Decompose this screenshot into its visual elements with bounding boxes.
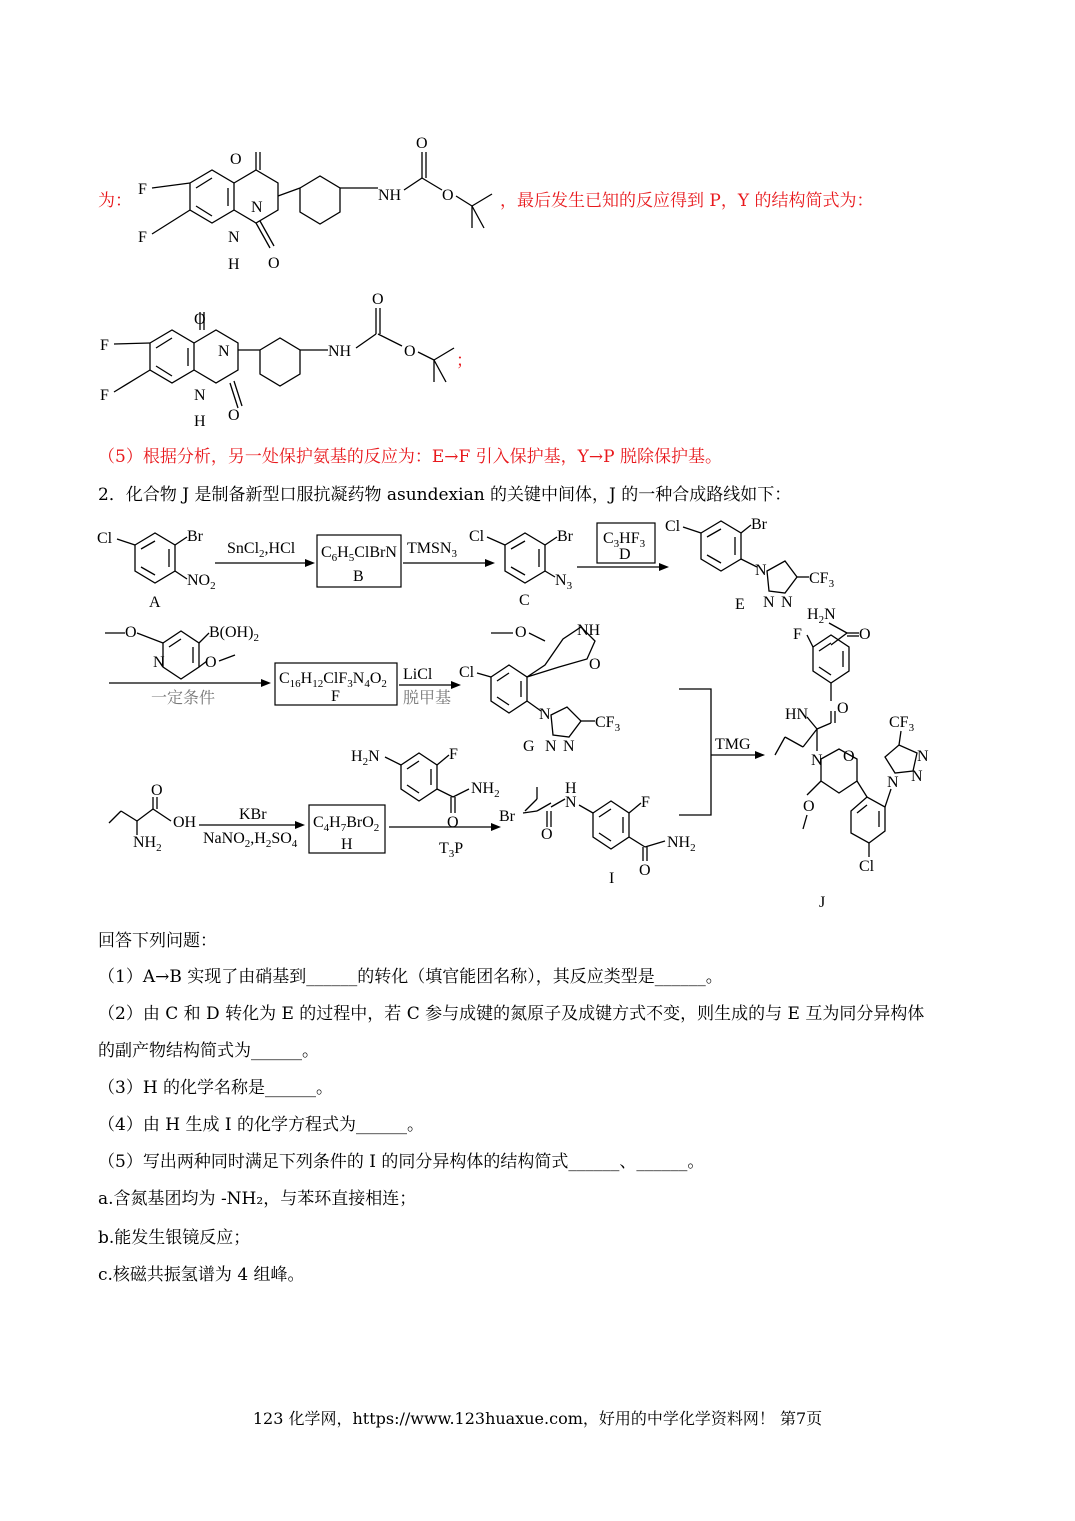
label-O: O	[803, 798, 815, 815]
label-NH: NH	[577, 622, 601, 639]
label-N: N	[153, 654, 165, 671]
reagent-condition: 一定条件	[151, 690, 216, 707]
question-1: （1）A→B 实现了由硝基到______的转化（填官能团名称），其反应类型是______。	[98, 967, 723, 987]
label-N: N	[781, 594, 793, 611]
label-Cl: Cl	[469, 528, 485, 545]
label-HN: HN	[785, 706, 809, 723]
label-H: H	[341, 836, 353, 853]
problem-intro: 2．化合物 J 是制备新型口服抗凝药物 asundexian 的关键中间体，J 的一种合成路线如下：	[98, 485, 792, 505]
label-O: O	[230, 151, 242, 168]
label-N: N	[251, 199, 263, 216]
label-O: O	[416, 135, 428, 152]
label-G: G	[523, 738, 535, 755]
label-B: B	[353, 568, 364, 585]
label-NH: NH	[378, 187, 402, 204]
label-N: N	[755, 562, 767, 579]
label-N: N	[565, 794, 577, 811]
compound-boronic-acid	[105, 624, 259, 679]
condition-c: c.核磁共振氢谱为 4 组峰。	[98, 1265, 305, 1285]
label-Cl: Cl	[459, 664, 475, 681]
label-F: F	[100, 337, 109, 354]
label-H2N: $H_2N$	[807, 606, 836, 626]
label-O: O	[541, 826, 553, 843]
question-2: （2）由 C 和 D 转化为 E 的过程中，若 C 参与成键的氮原子及成键方式不变，则生成的与 E 互为同分异构体	[98, 1004, 925, 1024]
label-O: O	[194, 311, 206, 328]
answer-q5: （5）根据分析，另一处保护氨基的反应为：E→F 引入保护基，Y→P 脱除保护基。	[98, 447, 722, 467]
label-O: O	[228, 407, 240, 424]
label-N: N	[194, 387, 206, 404]
label-CF3: $CF_3$	[595, 714, 621, 734]
label-NH2: $NH_2$	[667, 834, 696, 854]
label-H: H	[194, 413, 206, 430]
label-CF3: $CF_3$	[889, 714, 915, 734]
structure-answer-y	[90, 288, 480, 438]
label-O: O	[372, 291, 384, 308]
label-O: O	[442, 187, 454, 204]
label-N: N	[545, 738, 557, 755]
page-footer: 123 化学网，https://www.123huaxue.com，好用的中学化学资料网！ 第7页	[252, 1409, 823, 1428]
label-I: I	[609, 870, 615, 887]
compound-C	[469, 528, 574, 609]
label-O: O	[125, 624, 137, 641]
label-F: F	[331, 688, 340, 705]
label-J: J	[819, 894, 826, 911]
label-F: F	[793, 626, 802, 643]
label-N: N	[763, 594, 775, 611]
label-F: F	[100, 387, 109, 404]
label-D: D	[619, 546, 631, 563]
label-Cl: Cl	[665, 518, 681, 535]
label-CF3: $CF_3$	[809, 570, 835, 590]
formula-D: $C_3HF_3$	[603, 530, 646, 550]
compound-E	[665, 516, 835, 613]
label-Cl: Cl	[859, 858, 875, 875]
label-Br: Br	[499, 808, 515, 825]
condition-a: a.含氮基团均为 -NH₂，与苯环直接相连；	[98, 1189, 417, 1209]
formula-F: $C_{16}H_{12}ClF_3N_4O_2$	[279, 670, 387, 690]
label-O: O	[205, 654, 217, 671]
label-NH2: $NH_2$	[471, 780, 500, 800]
formula-H: $C_4H_7BrO_2$	[313, 814, 380, 834]
label-N: N	[887, 774, 899, 791]
label-O: O	[589, 656, 601, 673]
question-3: （3）H 的化学名称是______。	[98, 1078, 334, 1098]
label-H2N: $H_2N$	[351, 748, 380, 768]
label-Br: Br	[557, 528, 573, 545]
compound-aminobutanoic-acid	[109, 782, 197, 854]
label-O: O	[447, 814, 459, 831]
question-5: （5）写出两种同时满足下列条件的 I 的同分异构体的结构简式______、______。	[98, 1152, 705, 1172]
reagent-TMSN3: $TMSN_3$	[407, 540, 457, 560]
label-N: N	[228, 229, 240, 246]
label-O: O	[268, 255, 280, 272]
compound-J	[775, 606, 929, 911]
label-F: F	[138, 181, 147, 198]
label-N: N	[911, 768, 923, 785]
label-O: O	[639, 862, 651, 879]
label-Br: Br	[187, 528, 203, 545]
label-O: O	[404, 343, 416, 360]
synthesis-scheme	[95, 515, 975, 915]
label-F: F	[449, 746, 458, 763]
structure-answer-1	[120, 128, 500, 278]
label-NH: NH	[328, 343, 352, 360]
label-F: F	[641, 794, 650, 811]
label-BOH2: $B(OH)_2$	[209, 624, 259, 644]
label-C: C	[519, 592, 530, 609]
label-O: O	[515, 624, 527, 641]
answer-line2-suffix: ；	[456, 351, 473, 371]
label-N: N	[563, 738, 575, 755]
answer-line1-prefix: 为：	[98, 191, 132, 211]
label-O: O	[151, 782, 163, 799]
reagent-NaNO2-H2SO4: $NaNO_2,H_2SO_4$	[203, 830, 298, 850]
reagent-T3P: $T_3P$	[439, 840, 464, 860]
compound-A	[97, 528, 216, 611]
label-E: E	[735, 596, 745, 613]
label-F: F	[138, 229, 147, 246]
questions-prompt: 回答下列问题：	[98, 931, 217, 951]
compound-I	[499, 780, 696, 887]
compound-G	[459, 622, 621, 755]
label-N: N	[811, 752, 823, 769]
formula-B: $C_6H_5ClBrN$	[321, 544, 397, 564]
label-N: N	[917, 748, 929, 765]
label-A: A	[149, 594, 161, 611]
answer-line1-suffix: ，最后发生已知的反应得到 P，Y 的结构简式为：	[500, 191, 874, 211]
label-O: O	[843, 748, 855, 765]
question-4: （4）由 H 生成 I 的化学方程式为______。	[98, 1115, 424, 1135]
label-H: H	[228, 256, 240, 273]
reagent-SnCl2-HCl: SnCl$_2$,HCl	[227, 540, 296, 560]
reagent-TMG: TMG	[715, 736, 751, 753]
label-O: O	[859, 626, 871, 643]
question-2-cont: 的副产物结构简式为______。	[98, 1041, 319, 1061]
label-NH2: $NH_2$	[133, 834, 162, 854]
reagent-KBr: KBr	[239, 806, 267, 823]
label-OH: OH	[173, 814, 197, 831]
reagent-LiCl: LiCl	[403, 666, 433, 683]
label-N3: $N_3$	[555, 572, 573, 592]
reagent-demethylation: 脱甲基	[403, 690, 452, 707]
label-H: H	[565, 780, 577, 797]
label-O: O	[837, 700, 849, 717]
label-N: N	[539, 706, 551, 723]
label-Br: Br	[751, 516, 767, 533]
label-NO2: $NO_2$	[187, 572, 216, 592]
condition-b: b.能发生银镜反应；	[98, 1228, 251, 1248]
label-Cl: Cl	[97, 530, 113, 547]
label-N: N	[218, 343, 230, 360]
